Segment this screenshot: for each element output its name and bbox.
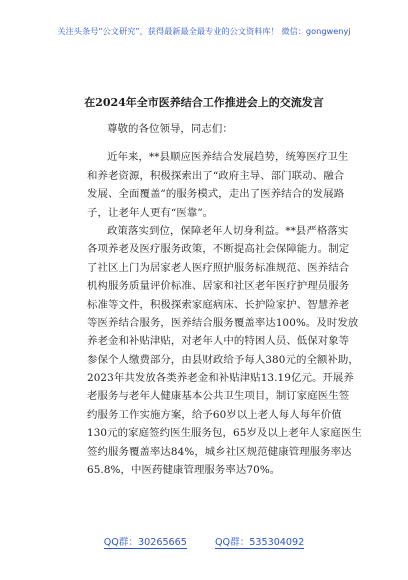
document-title: 在2024年全市医养结合工作推进会上的交流发言 xyxy=(84,96,324,109)
paragraph-line: 子，让老年人更有“医靠”。 xyxy=(87,206,214,219)
top-banner: 关注头条号“公文研究”，获得最新最全最专业的公文资料库！ 微信：gongwenyj xyxy=(57,26,351,36)
paragraph-line: 近年来，**县顺应医养结合发展趋势，统筹医疗卫生 xyxy=(107,151,349,164)
paragraph-line: 政策落实到位，保障老年人切身利益。**县严格落实 xyxy=(107,224,349,237)
paragraph-line: 老服务与老年人健康基本公共卫生项目，制订家庭医生签 xyxy=(87,390,350,403)
paragraph-line: 等医养结合服务，医养结合服务覆盖率达100%。及时发放 xyxy=(87,316,359,329)
paragraph-line: 65.8%，中医药健康管理服务率达70%。 xyxy=(87,464,281,477)
paragraph-line: 2023年共发放各类养老金和补贴津贴13.19亿元。开展养 xyxy=(87,372,354,385)
paragraph-line: 发展、全面覆盖”的服务模式，走出了医养结合的发展路 xyxy=(87,188,345,201)
footer-qq-group-2: QQ群：535304092 xyxy=(215,537,305,548)
paragraph-line: 了社区上门为居家老人医疗照护服务标准规范、医养结合 xyxy=(87,261,350,274)
paragraph-line: 养老金和补贴津贴，对老年人中的特困人员、低保对象等 xyxy=(87,335,350,348)
footer xyxy=(0,537,408,549)
salutation: 尊敬的各位领导，同志们： xyxy=(107,123,233,135)
paragraph-line: 参保个人缴费部分，由县财政给予每人380元的全额补助， xyxy=(87,353,359,366)
paragraph-line: 机构服务质量评价标准、居家和社区老年医疗护理员服务 xyxy=(87,280,350,293)
paragraph-line: 标准等文件，积极探索家庭病床、长护险家护、智慧养老 xyxy=(87,298,350,311)
footer-qq-group-1: QQ群：30265665 xyxy=(103,537,187,548)
paragraph-line: 签约服务覆盖率达84%，城乡社区规范健康管理服务率达 xyxy=(87,445,352,458)
paragraph-line: 和养老资源，积极探索出了“政府主导、部门联动、融合 xyxy=(87,169,345,182)
document-body xyxy=(87,120,362,479)
paragraph-line: 130元的家庭签约医生服务包，65岁及以上老年人家庭医生 xyxy=(87,427,362,440)
paragraph-line: 约服务工作实施方案，给予60岁以上老人每人每年价值 xyxy=(87,408,342,421)
paragraph-line: 各项养老及医疗服务政策，不断提高社会保障能力。制定 xyxy=(87,243,350,256)
